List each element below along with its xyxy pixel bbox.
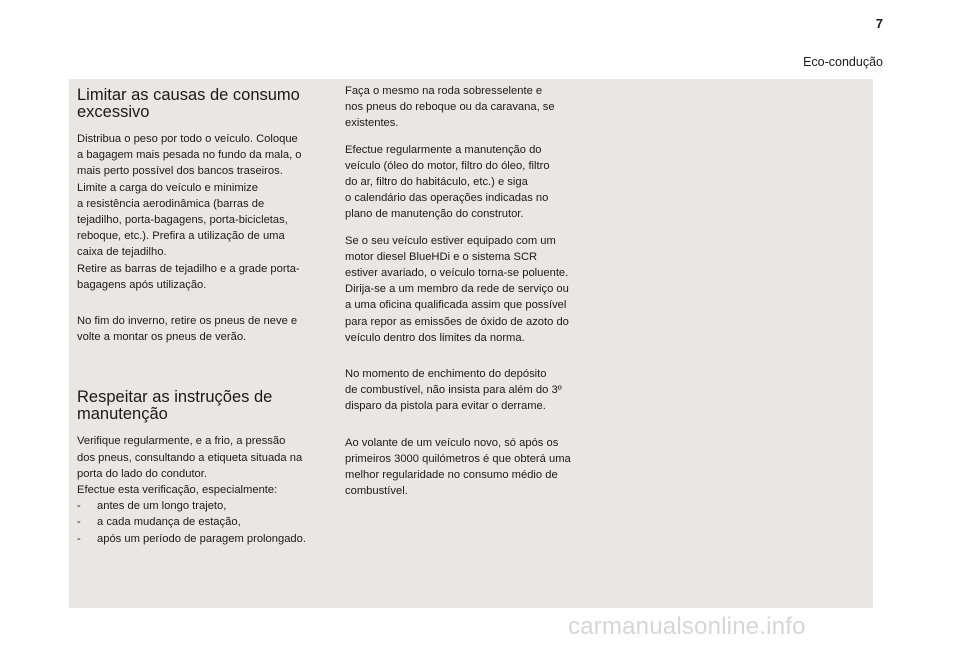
heading-maintenance: Respeitar as instruções de manutenção — [77, 388, 273, 424]
list-dash: - — [77, 516, 81, 529]
paragraph-new-vehicle: Ao volante de um veículo novo, só após os primeiros 3000 quilómetros é que obterá uma melhor regularidade no consumo médio de combustível. — [345, 436, 571, 498]
paragraph-winter-tyres: No fim do inverno, retire os pneus de neve e volte a montar os pneus de verão. — [77, 315, 298, 344]
list-dash: - — [77, 500, 81, 513]
content-panel — [69, 79, 873, 608]
paragraph-tyre-pressure: Verifique regularmente, e a frio, a pressão dos pneus, consultando a etiqueta situada na porta do lado do condutor. Efectue esta verificação, especialmente: — [77, 435, 303, 497]
section-title: Eco-condução — [803, 55, 883, 69]
list-item-text: a cada mudança de estação, — [97, 516, 241, 529]
check-list — [77, 498, 337, 547]
watermark-logo: carmanualsonline.info — [568, 613, 806, 640]
left-column — [77, 87, 337, 547]
heading-limit-consumption: Limitar as causas de consumo excessivo — [77, 86, 300, 121]
list-item — [77, 531, 337, 547]
list-item — [77, 498, 337, 514]
paragraph-fuel-filling: No momento de enchimento do depósito de combustível, não insista para além do 3º disparo da pistola para evitar o derrame. — [345, 368, 562, 413]
paragraph-regular-maintenance: Efectue regularmente a manutenção do veículo (óleo do motor, filtro do óleo, filtro do ar, filtro do habitáculo, etc.) e siga o calendário das operações indicadas no plano de manutenção do construtor. — [345, 143, 550, 221]
page-number: 7 — [875, 16, 883, 31]
right-column — [345, 83, 595, 499]
list-dash: - — [77, 532, 81, 545]
list-item-text: após um período de paragem prolongado. — [97, 532, 306, 545]
paragraph-spare-wheel: Faça o mesmo na roda sobresselente e nos pneus do reboque ou da caravana, se existentes. — [345, 85, 555, 130]
paragraph-weight-distribution: Distribua o peso por todo o veículo. Coloque a bagagem mais pesada no fundo da mala, o mais perto possível dos bancos traseiros. Limite a carga do veículo e minimize a resistência aerodinâmica (barras de tejadilho, porta-bagagens, porta-bicicletas, reboque, etc.). Prefira a utilização de uma caixa de tejadilho. Retire as barras de tejadilho e a grade porta- bagagens após utilização. — [77, 133, 302, 291]
list-item — [77, 514, 337, 530]
paragraph-bluehdi-scr: Se o seu veículo estiver equipado com um motor diesel BlueHDi e o sistema SCR estiver avariado, o veículo torna-se poluente. Dirija-se a um membro da rede de serviço ou a uma oficina qualificada assim que possível para repor as emissões de óxido de azoto do veículo dentro dos limites da norma. — [345, 234, 569, 344]
list-item-text: antes de um longo trajeto, — [97, 500, 227, 513]
